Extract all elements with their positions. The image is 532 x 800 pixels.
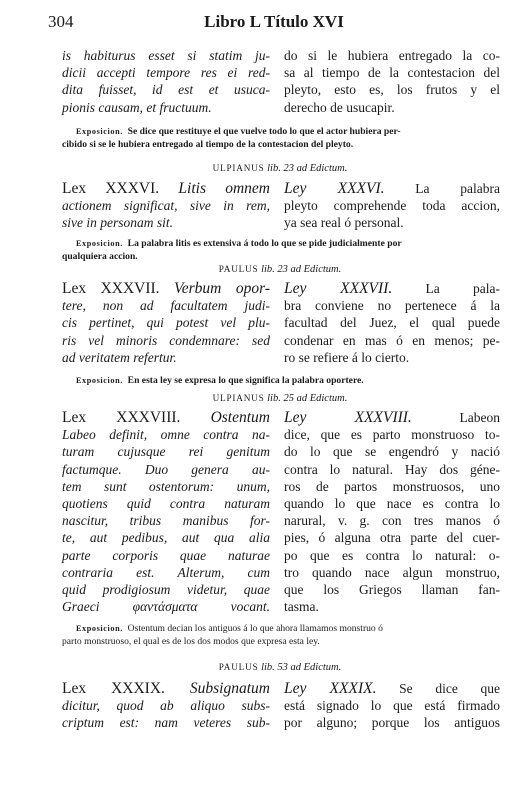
text-line: bra conviene no pertenece á la <box>284 298 500 314</box>
text-line: Litis omnem <box>159 180 270 197</box>
text-line: dicii accepti tempore res ei red- <box>62 65 270 81</box>
lex-heading: Lex XXXVII. <box>62 280 160 297</box>
text-line: está signado lo que está firmado <box>284 698 500 714</box>
text-line: dita fuisset, id est et usuca- <box>62 82 270 98</box>
exposicion-label: Exposicion. <box>76 376 123 385</box>
text-line: Ostentum <box>180 409 270 426</box>
text-line: Subsignatum <box>164 680 270 697</box>
text-line: Se dice que restituye el que vuelve todo lo que el actor hubiera per- <box>127 126 401 137</box>
text-line: La pala- <box>392 281 501 296</box>
exposicion-note <box>62 125 498 151</box>
spanish-text-continued <box>284 47 500 116</box>
text-line: quid prodigiosum videtur, quae <box>62 582 270 598</box>
text-line: dice, que es parto monstruoso to- <box>284 427 500 443</box>
exposicion-label: Exposicion. <box>76 624 123 633</box>
latin-text-continued <box>62 47 270 116</box>
text-line: quando lo que nace es contra lo <box>284 496 500 512</box>
ley-heading: Ley XXXVI. <box>284 180 385 197</box>
exposicion-note <box>62 237 498 263</box>
text-line: tro quando nace algun monstruo, <box>284 564 500 580</box>
text-line: que los Griegos llaman fan- <box>284 582 500 598</box>
latin-lex-38 <box>62 409 270 615</box>
text-line: cis pertinet, qui potest vel plu- <box>62 315 270 331</box>
text-line: pionis causam, et fructuum. <box>62 99 212 115</box>
text-line: parte corporis quae naturae <box>62 547 270 563</box>
text-line: narural, v. g. con tres manos ó <box>284 513 500 529</box>
text-line: ya sea real ó personal. <box>284 215 404 231</box>
source-citation <box>62 392 498 405</box>
text-line: facultad del Juez, el qual puede <box>284 315 500 331</box>
running-head: Libro L Título XVI <box>204 12 344 31</box>
text-line: pleyto, esto es, los frutos y el <box>284 82 500 98</box>
text-line: En esta ley se expresa lo que significa la palabra oportere. <box>127 375 364 386</box>
text-line: por alguno; porque los antiguos <box>284 715 500 731</box>
latin-lex-37 <box>62 280 270 366</box>
latin-lex-36 <box>62 180 270 232</box>
text-line: is habiturus esset si statim ju- <box>62 48 270 63</box>
text-line: turam cujusque rei genitum <box>62 444 270 460</box>
text-line: Labeon <box>411 410 500 425</box>
exposicion-label: Exposicion. <box>76 127 123 136</box>
text-line: ros de partos monstruosos, uno <box>284 478 500 494</box>
text-line: tere, non ad facultatem judi- <box>62 298 270 314</box>
source-reference: lib. 53 ad Edictum. <box>258 662 342 673</box>
source-reference: lib. 23 ad Edictum. <box>264 163 348 174</box>
spanish-ley-37 <box>284 280 500 366</box>
text-line: cibido si se le hubiera entregado al tiempo de la contestacion del pleyto. <box>62 139 354 150</box>
source-citation <box>62 263 498 276</box>
text-line: do lo que se engendró y nació <box>284 444 500 460</box>
text-line: contra lo natural. Hay dos géne- <box>284 461 500 477</box>
source-citation <box>62 162 498 175</box>
text-line: quotiens quid contra naturam <box>62 496 270 512</box>
text-line: derecho de usucapir. <box>284 99 395 115</box>
spanish-ley-39 <box>284 680 500 732</box>
text-line: do si le hubiera entregado la co- <box>284 48 500 63</box>
text-line: nascitur, tribus manibus for- <box>62 513 270 529</box>
text-line: qualquiera accion. <box>62 251 138 262</box>
lex-heading: Lex XXXVIII. <box>62 409 181 426</box>
text-line: Verbum opor- <box>159 280 270 297</box>
text-line: contraria est. Alterum, cum <box>62 564 270 580</box>
exposicion-note <box>62 622 498 648</box>
text-line: sa al tiempo de la contestacion del <box>284 65 500 81</box>
ley-heading: Ley XXXVII. <box>284 280 393 297</box>
text-line: Labeo definit, omne contra na- <box>62 427 270 443</box>
exposicion-label: Exposicion. <box>76 239 123 248</box>
page-header <box>48 12 500 36</box>
latin-lex-39 <box>62 680 270 732</box>
source-reference: lib. 25 ad Edictum. <box>264 393 348 404</box>
lex-heading: Lex XXXVI. <box>62 180 160 197</box>
ley-heading: Ley XXXIX. <box>284 680 377 697</box>
text-line: condenar en mas ó en menos; pe- <box>284 332 500 348</box>
source-author: PAULUS <box>218 264 259 274</box>
text-line: ro se refiere á lo cierto. <box>284 349 410 365</box>
text-line: Se dice que <box>376 681 500 696</box>
spanish-ley-36 <box>284 180 500 232</box>
text-line: ad veritatem refertur. <box>62 349 177 365</box>
text-line: tem sunt ostentorum: unum, <box>62 478 270 494</box>
text-line: La palabra <box>384 181 500 196</box>
text-line: Graeci φαντάσματα vocant. <box>62 599 270 615</box>
page-number: 304 <box>48 12 74 31</box>
source-author: ULPIANUS <box>212 163 265 173</box>
text-line: parto monstruoso, el qual es de los dos modos que expresa esta ley. <box>62 636 320 647</box>
source-reference: lib. 23 ad Edictum. <box>258 264 342 275</box>
source-citation <box>62 661 498 674</box>
text-line: criptum est: nam veteres sub- <box>62 715 270 731</box>
text-line: ris vel minoris condemnare: sed <box>62 332 270 348</box>
text-line: tasma. <box>284 599 319 615</box>
text-line: te, aut pedibus, aut qua alia <box>62 530 270 546</box>
lex-heading: Lex XXXIX. <box>62 680 165 697</box>
text-line: actionem significat, sive in rem, <box>62 198 270 214</box>
text-line: Ostentum decian los antiguos á lo que ahora llamamos monstruo ó <box>127 623 383 634</box>
text-line: pleyto comprehende toda accion, <box>284 198 500 214</box>
spanish-ley-38 <box>284 409 500 615</box>
text-line: La palabra litis es extensiva á todo lo que se pide judicialmente por <box>127 238 402 249</box>
text-line: pies, ó alguna otra parte del cuer- <box>284 530 500 546</box>
text-line: sive in personam sit. <box>62 215 173 231</box>
source-author: PAULUS <box>218 662 259 672</box>
text-line: dicitur, quod ab aliquo subs- <box>62 698 270 714</box>
source-author: ULPIANUS <box>212 393 265 403</box>
text-line: po que es contra lo natural: o- <box>284 547 500 563</box>
text-line: factumque. Duo genera au- <box>62 461 270 477</box>
exposicion-note <box>62 374 498 387</box>
ley-heading: Ley XXXVIII. <box>284 409 412 426</box>
